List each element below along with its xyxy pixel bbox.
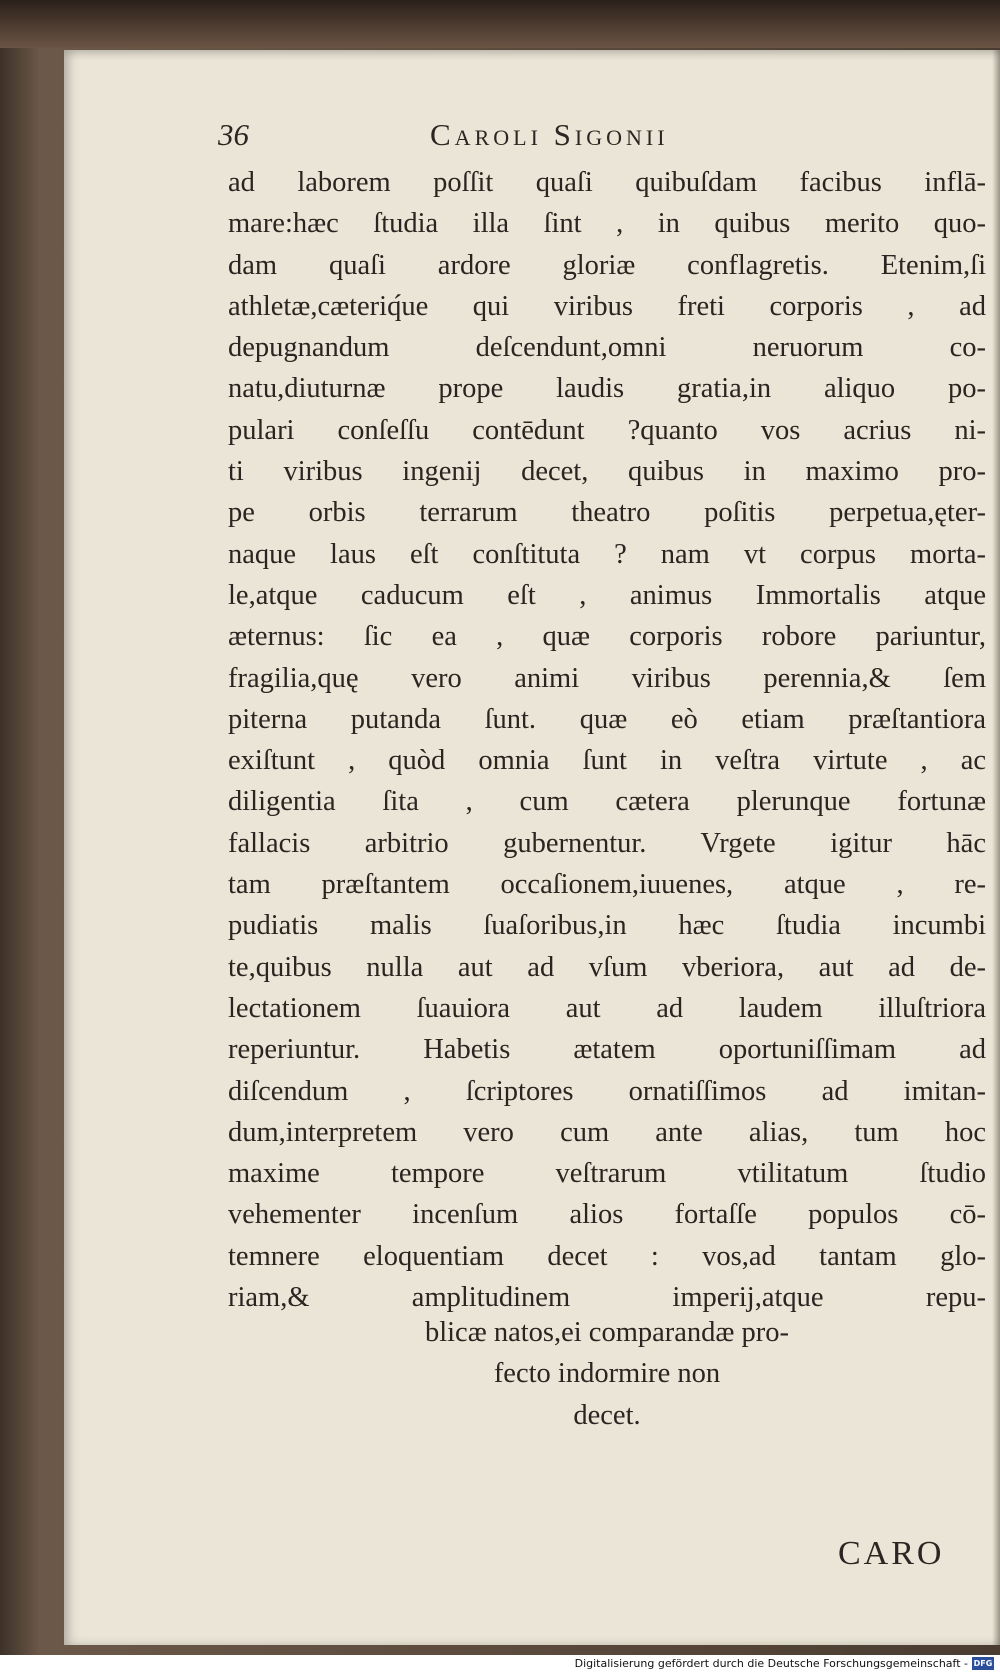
text-line: ad laborem poſſit quaſi quibuſdam facibus inflā- — [228, 167, 986, 198]
text-line: naque laus eſt conſtituta ? nam vt corpus morta- — [228, 538, 986, 570]
tail-line: blicæ natos,ei comparandæ pro- — [424, 1317, 790, 1348]
text-line: dam quaſi ardore gloriæ conflagretis. Etenim,ſi — [228, 249, 986, 281]
text-line: mare:hæc ſtudia illa ſint , in quibus merito quo- — [228, 208, 986, 240]
text-line: le,atque caducum eſt , animus Immortalis atque — [228, 579, 986, 611]
funding-credit: Digitalisierung gefördert durch die Deutsche Forschungsgemeinschaft - — [574, 1657, 968, 1670]
text-line: vehementer incenſum alios fortaſſe populos cō- — [228, 1199, 986, 1231]
text-line: reperiuntur. Habetis ætatem oportuniſſimam ad — [228, 1034, 986, 1066]
running-title: Caroli Sigonii — [430, 117, 669, 152]
text-line: tam præſtantem occaſionem,iuuenes, atque , re- — [228, 869, 986, 901]
text-line: lectationem ſuauiora aut ad laudem illuſtriora — [228, 992, 986, 1024]
text-line: pulari conſeſſu contēdunt ?quanto vos acrius ni- — [228, 414, 986, 446]
tail-line: fecto indormire non — [493, 1358, 721, 1390]
tail-line: decet. — [573, 1399, 641, 1431]
catchword: CARO — [838, 1535, 945, 1572]
page-number: 36 — [218, 117, 249, 152]
book-binding-strip — [0, 0, 1000, 48]
text-line: diligentia ſita , cum cætera plerunque fortunæ — [228, 786, 986, 818]
text-line: depugnandum deſcendunt,omni neruorum co- — [228, 332, 986, 364]
text-line: exiſtunt , quòd omnia ſunt in veſtra virtute , ac — [228, 745, 986, 777]
text-line: dum,interpretem vero cum ante alias, tum hoc — [228, 1116, 986, 1148]
text-line: athletæ,cæteriq́ue qui viribus freti corporis , ad — [228, 290, 986, 322]
page-edge-shadow — [992, 50, 1000, 1645]
text-line: fragilia,quę vero animi viribus perennia,& ſem — [228, 662, 986, 694]
footer-bar — [0, 1655, 1000, 1673]
text-line: piterna putanda ſunt. quæ eò etiam præſtantiora — [228, 703, 986, 735]
dfg-logo: DFG — [973, 1659, 993, 1668]
text-tail-block — [228, 1312, 986, 1436]
text-line: fallacis arbitrio gubernentur. Vrgete igitur hāc — [228, 827, 986, 859]
text-line: diſcendum , ſcriptores ornatiſſimos ad imitan- — [228, 1075, 986, 1107]
text-line: pudiatis malis ſuaſoribus,in hæc ſtudia incumbi — [228, 910, 986, 942]
text-line: ti viribus ingenij decet, quibus in maximo pro- — [228, 456, 986, 488]
text-line: æternus: ſic ea , quæ corporis robore pariuntur, — [228, 621, 986, 653]
text-line: temnere eloquentiam decet : vos,ad tantam glo- — [228, 1240, 986, 1272]
text-line: natu,diuturnæ prope laudis gratia,in aliquo po- — [228, 373, 986, 405]
body-text — [228, 162, 986, 1318]
text-line: riam,& amplitudinem imperij,atque repu- — [228, 1282, 986, 1314]
running-head — [0, 117, 1000, 157]
text-line: te,quibus nulla aut ad vſum vberiora, aut ad de- — [228, 951, 986, 983]
text-line: pe orbis terrarum theatro poſitis perpetua,ęter- — [228, 497, 986, 529]
text-line: maxime tempore veſtrarum vtilitatum ſtudio — [228, 1158, 986, 1190]
